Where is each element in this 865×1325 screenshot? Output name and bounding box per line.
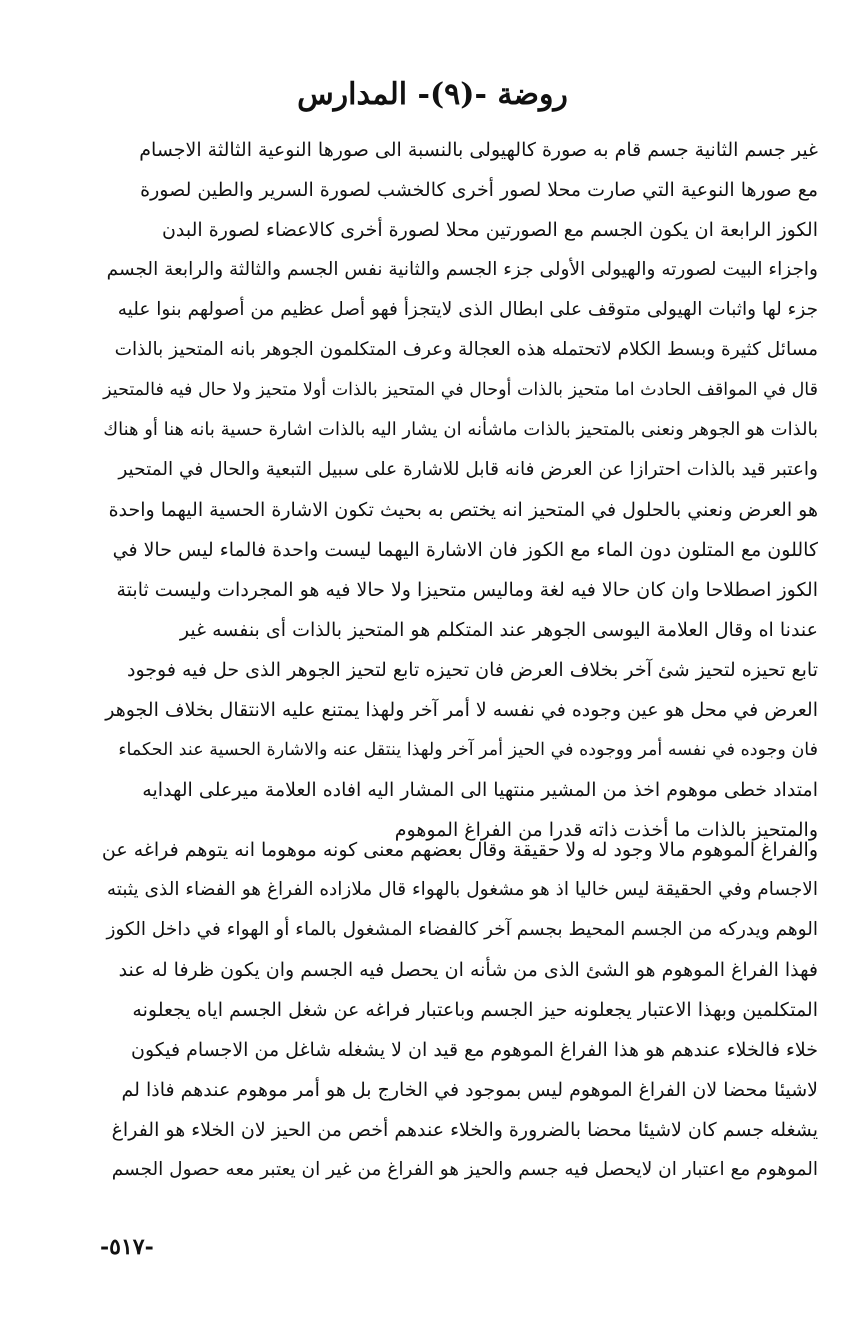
text-line: قال في المواقف الحادث اما متحيز بالذات أوحال في المتحيز بالذات أولا متحيز ولا حال فيه فالمتحيز — [103, 380, 818, 400]
text-line: بالذات هو الجوهر ونعنى بالمتحيز بالذات ماشأنه ان يشار اليه بالذات اشارة حسية بانه هنا أو هناك — [103, 419, 818, 440]
text-line: يشغله جسم كان لاشيئا محضا بالضرورة والخلاء عندهم أخص من الحيز لان الخلاء هو الفراغ — [111, 1119, 818, 1141]
text-line: غير جسم الثانية جسم قام به صورة كالهيولى بالنسبة الى صورها النوعية الثالثة الاجسام — [139, 139, 818, 161]
text-line: الوهم ويدركه من الجسم المحيط بجسم آخر كالفضاء المشغول بالماء أو الهواء في داخل الكوز — [106, 919, 818, 940]
text-line: الكوز اصطلاحا وان كان حالا فيه لغة وماليس متحيزا ولا حالا فيه هو المجردات وليست ثابتة — [116, 579, 818, 601]
text-line: جزء لها واثبات الهيولى متوقف على ابطال الذى لايتجزأ فهو أصل عظيم من أصولهم بنوا عليه — [117, 299, 818, 320]
text-line: تابع تحيزه لتحيز شئ آخر بخلاف العرض فان تحيزه تابع لتحيز الجوهر الذى حل فيه فوجود — [127, 659, 818, 681]
text-line: والمتحيز بالذات ما أخذت ذاته قدرا من الفراغ الموهوم — [394, 819, 818, 841]
page-number: -٥١٧- — [100, 1234, 154, 1260]
page-header: روضة -(٩)- المدارس — [297, 77, 568, 112]
text-line: كاللون مع المتلون دون الماء مع الكوز فان الاشارة اليهما ليست واحدة فالماء ليس حالا في — [112, 539, 818, 561]
text-line: مع صورها النوعية التي صارت محلا لصور أخرى كالخشب لصورة السرير والطين لصورة — [140, 179, 818, 201]
text-line: العرض في محل هو عين وجوده في نفسه لا أمر آخر ولهذا يمتنع عليه الانتقال بخلاف الجوهر — [105, 699, 818, 721]
text-line: واجزاء البيت لصورته والهيولى الأولى جزء الجسم والثانية نفس الجسم والثالثة والرابعة الجسم — [106, 259, 818, 280]
text-line: الموهوم مع اعتبار ان لايحصل فيه جسم والحيز هو الفراغ من غير ان يعتبر معه حصول الجسم — [111, 1159, 818, 1180]
text-line: واعتبر قيد بالذات احترازا عن العرض فانه قابل للاشارة على سبيل التبعية والحال في المتحير — [118, 459, 818, 480]
text-line: خلاء فالخلاء عندهم هو هذا الفراغ الموهوم مع قيد ان لا يشغله شاغل من الاجسام فيكون — [130, 1039, 818, 1061]
text-line: فان وجوده في نفسه أمر ووجوده في الحيز أمر آخر ولهذا ينتقل عنه والاشارة الحسية عند الحكماء — [118, 740, 818, 760]
text-line: والفراغ الموهوم مالا وجود له ولا حقيقة وقال بعضهم معنى كونه موهوما انه يتوهم فراغه عن — [101, 839, 818, 861]
text-line: فهذا الفراغ الموهوم هو الشئ الذى من شأنه ان يحصل فيه الجسم وان يكون ظرفا له عند — [118, 959, 818, 981]
text-line: عندنا اه وقال العلامة اليوسى الجوهر عند المتكلم هو المتحيز بالذات أى بنفسه غير — [179, 619, 818, 641]
text-line: الاجسام وفي الحقيقة ليس خاليا اذ هو مشغول بالهواء قال ملازاده الفراغ هو الفضاء الذى يثبته — [106, 879, 818, 900]
text-line: المتكلمين وبهذا الاعتبار يجعلونه حيز الجسم وباعتبار فراغه عن شغل الجسم اياه يجعلونه — [132, 999, 818, 1021]
text-line: هو العرض ونعني بالحلول في المتحيز انه يختص به بحيث تكون الاشارة الحسية اليهما واحدة — [108, 499, 818, 521]
text-block-1 — [100, 130, 818, 850]
text-line: لاشيئا محضا لان الفراغ الموهوم ليس بموجود في الخارج بل هو أمر موهوم عندهم فاذا لم — [121, 1079, 818, 1101]
text-line: مسائل كثيرة وبسط الكلام لاتحتمله هذه العجالة وعرف المتكلمون الجوهر بانه المتحيز بالذات — [114, 339, 818, 360]
text-block-2 — [100, 830, 818, 1190]
text-line: امتداد خطى موهوم اخذ من المشير منتهيا الى المشار اليه افاده العلامة ميرعلى الهدايه — [142, 779, 818, 801]
text-line: الكوز الرابعة ان يكون الجسم مع الصورتين محلا لصورة أخرى كالاعضاء لصورة البدن — [161, 219, 818, 241]
